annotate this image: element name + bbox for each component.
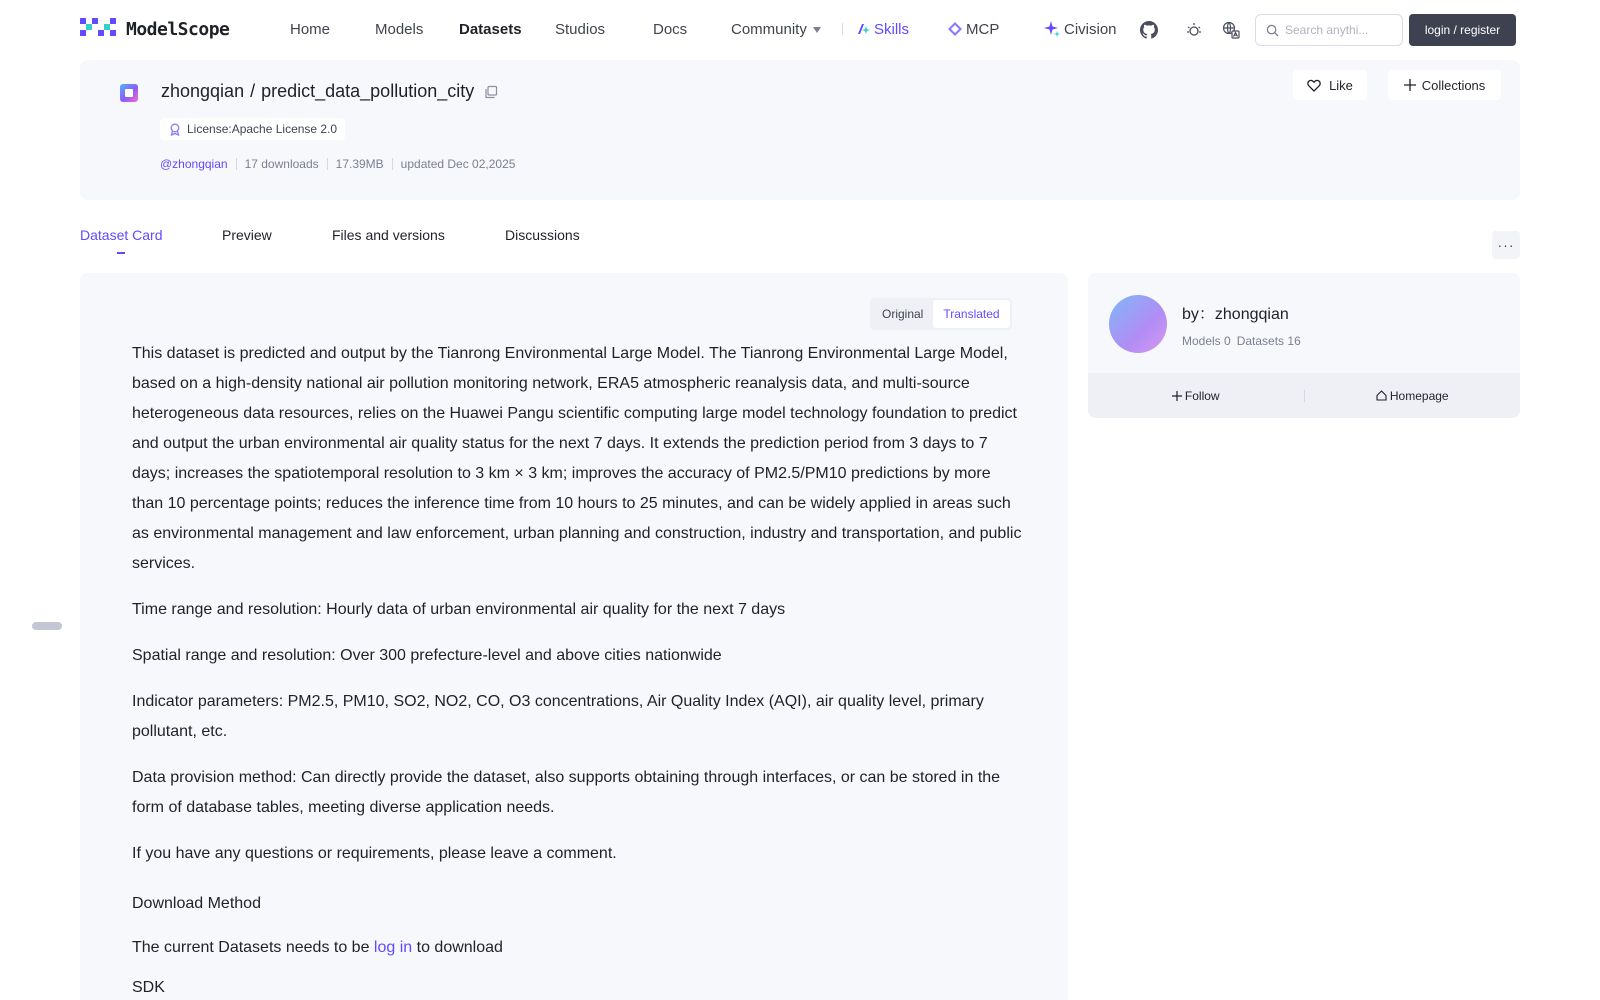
readme-paragraph: If you have any questions or requirements, please leave a comment. [132,845,617,862]
follow-label: Follow [1184,388,1220,403]
tab-discussions[interactable]: Discussions [505,227,580,243]
search-input[interactable] [1285,23,1395,37]
dataset-icon [120,84,138,102]
nav-models[interactable]: Models [375,21,424,38]
nav-datasets[interactable]: Datasets [459,21,522,38]
sdk-heading: SDK [132,979,165,996]
download-count: 17 downloads [244,157,319,171]
license-text: License:Apache License 2.0 [187,122,338,136]
dataset-name: predict_data_pollution_city [261,81,475,101]
active-tab-indicator [117,252,125,254]
readme-paragraph: Data provision method: Can directly provide the dataset, also supports obtaining through interfaces, or can be stored in the form of database tables, meeting diverse application needs. [132,769,1001,816]
sparkle-icon [1044,21,1060,37]
nav-divider [842,23,843,35]
nav-community[interactable] [731,21,821,38]
nav-mcp-label: MCP [966,21,1000,38]
translation-toggle [870,298,1012,330]
mcp-icon [947,21,963,37]
readme-paragraph: Spatial range and resolution: Over 300 prefecture-level and above cities nationwide [132,647,722,664]
modelscope-logo[interactable] [80,18,229,40]
dataset-size: 17.39MB [335,157,384,171]
nav-skills[interactable] [857,21,909,38]
nav-studios[interactable]: Studios [555,21,606,38]
plus-icon [1404,79,1416,91]
dataset-card-content [80,273,1068,1000]
meta-divider [392,158,393,170]
like-button[interactable] [1293,70,1367,100]
homepage-label: Homepage [1389,388,1449,403]
homepage-button[interactable] [1305,389,1521,403]
author-models-count[interactable]: Models 0 [1182,334,1231,348]
search-icon [1266,24,1279,37]
updated-date: updated Dec 02,2025 [400,157,516,171]
nav-skills-label: Skills [874,21,910,38]
copy-icon[interactable] [484,85,498,99]
download-method-heading: Download Method [132,895,261,912]
heart-icon [1307,79,1321,92]
language-icon[interactable] [1221,20,1241,40]
collections-label: Collections [1421,77,1486,93]
author-actions [1088,373,1520,418]
license-icon [168,122,182,136]
dataset-meta [160,157,515,171]
nav-community-label: Community [731,21,807,38]
meta-divider [327,158,328,170]
readme-paragraph: Time range and resolution: Hourly data of urban environmental air quality for the next 7 days [132,601,786,618]
home-icon [1376,390,1387,401]
more-options-button[interactable]: ··· [1492,231,1520,259]
author-card [1088,273,1520,418]
download-notice [132,933,1022,963]
translated-toggle[interactable]: Translated [933,300,1009,328]
author-stats [1182,334,1301,348]
nav-civision[interactable] [1044,21,1117,38]
author-link[interactable]: @zhongqian [160,157,228,171]
nav-home[interactable]: Home [290,21,331,38]
nav-mcp[interactable] [947,21,999,38]
tab-files-and-versions[interactable]: Files and versions [332,227,445,243]
skills-icon [857,23,871,35]
dataset-header-card [80,60,1520,200]
tab-dataset-card[interactable]: Dataset Card [80,227,163,243]
follow-button[interactable] [1088,389,1304,403]
login-link[interactable]: log in [373,939,413,956]
dataset-title [161,81,498,102]
author-datasets-count[interactable]: Datasets 16 [1236,334,1301,348]
collections-button[interactable] [1388,70,1501,100]
download-notice-suffix: to download [416,939,503,956]
title-separator: / [250,81,256,101]
chevron-down-icon [813,27,821,33]
tab-preview[interactable]: Preview [222,227,272,243]
search-box[interactable] [1255,14,1403,46]
top-header [0,0,1600,60]
avatar[interactable] [1109,295,1167,353]
meta-divider [236,158,237,170]
readme-body [132,339,1022,1000]
side-panel-handle[interactable] [32,622,62,630]
license-badge [160,118,345,140]
like-label: Like [1329,77,1353,93]
nav-civision-label: Civision [1064,21,1117,38]
author-name[interactable]: by：zhongqian [1182,306,1289,323]
readme-paragraph: Indicator parameters: PM2.5, PM10, SO2, NO2, CO, O3 concentrations, Air Quality Index (AQI), air quality level, primary pollutant, etc. [132,693,984,740]
login-register-button[interactable]: login / register [1409,14,1516,46]
download-notice-prefix: The current Datasets needs to be [132,939,370,956]
theme-toggle-icon[interactable] [1184,20,1204,40]
dataset-owner-link[interactable]: zhongqian [161,81,245,101]
logo-icon [80,18,118,40]
nav-docs[interactable]: Docs [653,21,688,38]
github-icon[interactable] [1139,20,1159,40]
plus-icon [1172,391,1182,401]
original-toggle[interactable]: Original [882,307,924,321]
logo-text: ModelScope [126,18,230,40]
readme-paragraph: This dataset is predicted and output by the Tianrong Environmental Large Model. The Tianrong Environmental Large Model, based on a high-density national air pollution monitoring network, ERA5 atmospheric reanalysis data, and multi-source heterogeneous data resources, relies on the Huawei Pangu scientific computing large model technology foundation to predict and output the urban environmental air quality status for the next 7 days. It extends the prediction period from 3 days to 7 days; increases the spatiotemporal resolution to 3 km × 3 km; improves the accuracy of PM2.5/PM10 predictions by more than 10 percentage points; reduces the inference time from 10 hours to 25 minutes, and can be widely applied in areas such as environmental management and law enforcement, urban planning and construction, industry and transportation, and public services. [132,345,1022,572]
